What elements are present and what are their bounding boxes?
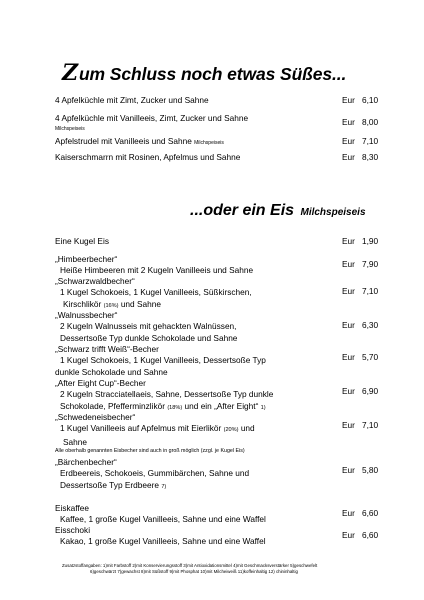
title-logo-letter: Z — [62, 60, 78, 86]
item-name: „Schwarz trifft Weiß“-Becher — [55, 344, 159, 354]
item-price: 5,70 — [362, 352, 379, 362]
item-price: 5,80 — [362, 465, 379, 475]
item-price: 7,90 — [362, 259, 379, 269]
item-description-end: Dessertsoße Typ Erdbeere — [60, 479, 159, 490]
alcohol-note: (16%) — [103, 302, 119, 309]
item-price: 1,90 — [362, 236, 379, 246]
item-description-line3 — [55, 480, 385, 493]
currency-label: Eur — [342, 420, 355, 430]
alcohol-note: (18%) — [167, 404, 183, 411]
currency-label: Eur — [342, 152, 355, 162]
subtitle-small: Milchspeiseis — [300, 207, 366, 218]
item-description: 1 Kugel Schokoeis, 1 Kugel Vanilleeis, Dessertsoße Typ — [60, 355, 266, 366]
item-description: Kaffee, 1 große Kugel Vanilleeis, Sahne und eine Waffel — [60, 514, 266, 525]
liqueur-text: Kirschlikör — [63, 298, 102, 309]
item-description: 1 Kugel Schokoeis, 1 Kugel Vanilleeis, Süßkirschen, — [60, 287, 252, 298]
item-name: „Bärchenbecher“ — [55, 457, 117, 467]
currency-label: Eur — [342, 286, 355, 296]
currency-label: Eur — [342, 320, 355, 330]
item-description: 4 Apfelküchle mit Vanilleeis, Zimt, Zucker und Sahne — [55, 113, 249, 123]
subtitle-main: ...oder ein Eis — [190, 202, 295, 219]
currency-label: Eur — [342, 95, 355, 105]
item-price: 6,60 — [362, 508, 379, 518]
size-note: Alle oberhalb genannten Eisbecher sind auch in groß möglich (zzgl. je Kugel Eis) — [55, 448, 245, 454]
footnote-line-2: 6)geschwärzt 7)gewachst 8)mit Süßstoff 9)mit Phosphat 10)mit Milcheiweiß 11)koffeinhaltig 12) chininhaltig — [90, 569, 298, 574]
item-description: 4 Apfelküchle mit Zimt, Zucker und Sahne — [55, 95, 209, 105]
item-description: 2 Kugeln Stracciatellaeis, Sahne, Dessertsoße Typ dunkle — [60, 389, 274, 400]
item-name: „Walnussbecher“ — [55, 310, 118, 320]
item-description-end: und — [240, 423, 255, 434]
currency-label: Eur — [342, 386, 355, 396]
menu-item-eiskaffee — [55, 503, 385, 526]
item-note: Milchspeiseis — [55, 126, 85, 132]
menu-item-apfelkuechle-vanilleeis — [55, 113, 385, 127]
item-description: Kaiserschmarrn mit Rosinen, Apfelmus und Sahne — [55, 152, 241, 162]
menu-item-after-eight-cup — [55, 378, 385, 414]
menu-item-apfelstrudel — [55, 136, 385, 149]
item-price: 6,30 — [362, 320, 379, 330]
item-price: 8,00 — [362, 117, 379, 127]
currency-label: Eur — [342, 465, 355, 475]
item-description-end: und Sahne — [120, 298, 161, 309]
item-description-line3: Dessertsoße Typ dunkle Schokolade und Sahne — [60, 332, 238, 343]
menu-item-kugel-eis — [55, 236, 385, 247]
currency-label: Eur — [342, 530, 355, 540]
item-price: 8,30 — [362, 152, 379, 162]
menu-item-schwarzwaldbecher — [55, 276, 385, 312]
currency-label: Eur — [342, 508, 355, 518]
currency-label: Eur — [342, 259, 355, 269]
item-inline-note: Milchspeiseis — [194, 140, 224, 146]
item-description-end: und ein „After Eight“ — [184, 400, 259, 411]
item-price: 7,10 — [362, 420, 379, 430]
menu-item-schwarz-trifft-weiss — [55, 344, 385, 378]
item-name: „Schwarzwaldbecher“ — [55, 276, 135, 286]
item-price: 7,10 — [362, 286, 379, 296]
item-description: 2 Kugeln Walnusseis mit gehackten Walnüssen, — [60, 321, 237, 332]
currency-label: Eur — [342, 236, 355, 246]
item-description-line3: Sahne — [63, 436, 87, 447]
menu-item-kaiserschmarrn — [55, 152, 385, 163]
menu-item-eisschoki — [55, 525, 385, 548]
page-title — [62, 60, 346, 86]
item-price: 7,10 — [362, 136, 379, 146]
item-description-start: 1 Kugel Vanilleeis auf Apfelmus mit Eierlikör — [60, 423, 222, 434]
item-description: Erdbeereis, Schokoeis, Gummibärchen, Sahne und — [60, 468, 250, 479]
item-description: Kakao, 1 große Kugel Vanilleeis, Sahne und eine Waffel — [60, 536, 266, 547]
title-text: um Schluss noch etwas Süßes... — [78, 64, 347, 84]
liqueur-text: Schokolade, Pfefferminzlikör — [60, 400, 165, 411]
menu-item-apfelkuechle — [55, 95, 385, 106]
item-price: 6,60 — [362, 530, 379, 540]
currency-label: Eur — [342, 136, 355, 146]
currency-label: Eur — [342, 352, 355, 362]
item-price: 6,90 — [362, 386, 379, 396]
item-description-line3: dunkle Schokolade und Sahne — [55, 366, 168, 377]
item-description — [55, 423, 385, 436]
item-name: „After Eight Cup“-Becher — [55, 378, 146, 388]
item-description: Eine Kugel Eis — [55, 236, 109, 246]
alcohol-note: (20%) — [223, 427, 239, 434]
item-description: Apfelstrudel mit Vanilleeis und Sahne — [55, 136, 192, 146]
additive-note: 1) — [260, 404, 266, 411]
menu-item-walnussbecher — [55, 310, 385, 344]
menu-item-himbeerbecher — [55, 254, 385, 277]
item-name: Eisschoki — [55, 525, 91, 535]
item-description: Heiße Himbeeren mit 2 Kugeln Vanilleeis und Sahne — [60, 265, 254, 276]
menu-item-schwedeneisbecher — [55, 412, 385, 448]
item-name: „Schwedeneisbecher“ — [55, 412, 136, 422]
item-price: 6,10 — [362, 95, 379, 105]
item-name: Eiskaffee — [55, 503, 89, 513]
section-subtitle — [190, 202, 366, 220]
additive-note: 7) — [161, 483, 167, 490]
footnote-line-1: Zusatzstoffangaben: 1)mit Farbstoff 2)mit Konservierungsstoff 3)mit Antioxidationsmittel 4)mit Geschmacksverstärker 5)geschwefelt — [62, 563, 318, 568]
item-name: „Himbeerbecher“ — [55, 254, 118, 264]
currency-label: Eur — [342, 117, 355, 127]
menu-item-baerchenbecher — [55, 457, 385, 493]
